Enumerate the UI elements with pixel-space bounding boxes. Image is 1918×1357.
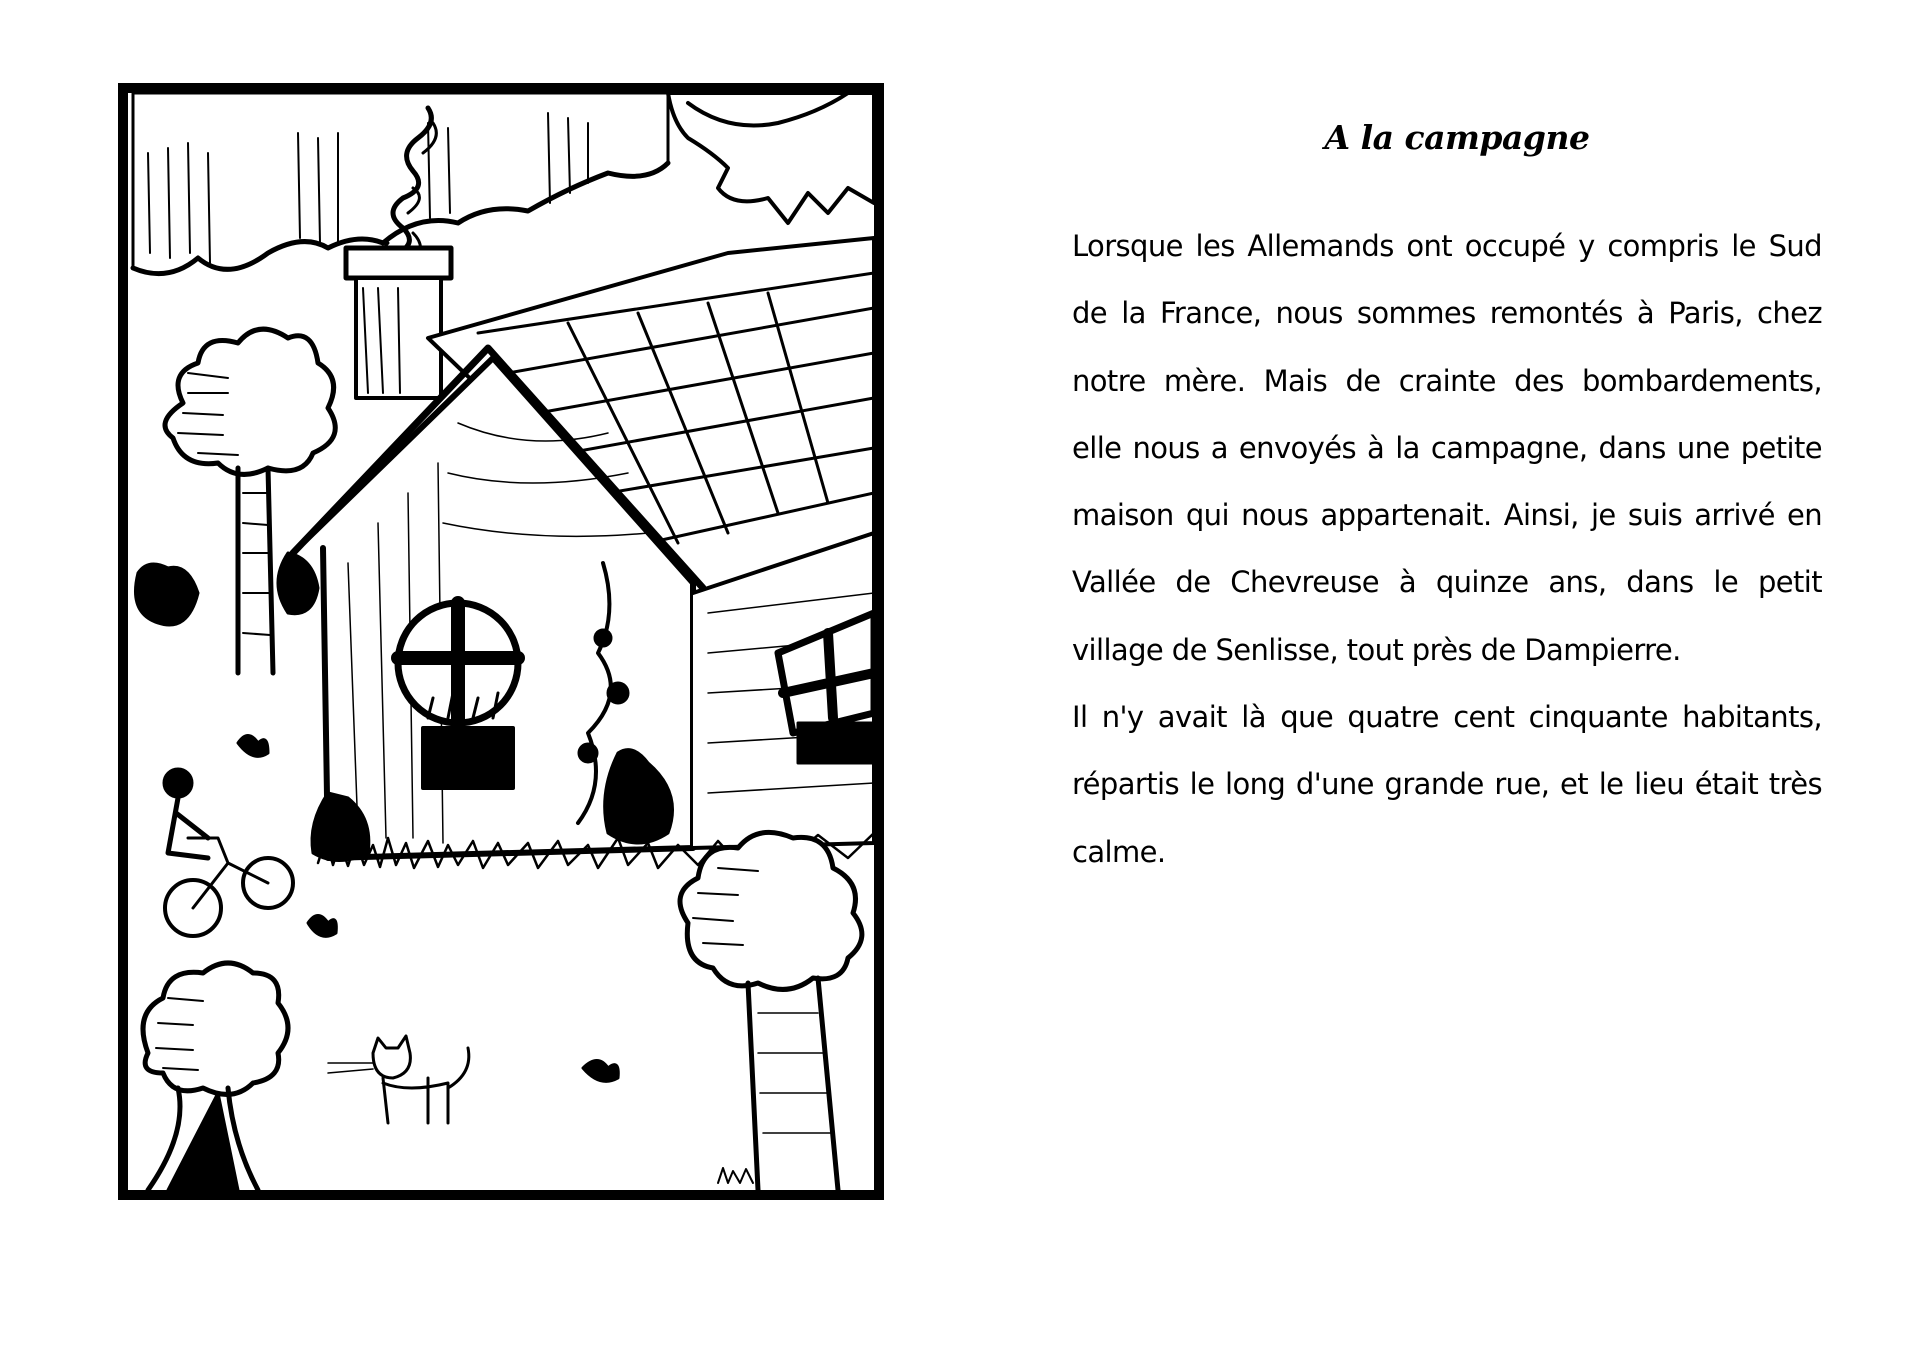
grass-icon <box>718 1168 753 1183</box>
tree-icon <box>165 329 335 673</box>
story-paragraph: Il n'y avait là que quatre cent cinquante habitants, répartis le long d'une grande rue, et le lieu était très calme. <box>1072 700 1822 869</box>
story-paragraph: Lorsque les Allemands ont occupé y compris le Sud de la France, nous sommes remontés à Paris, chez notre mère. Mais de crainte des bombardements, elle nous a envoyés à la campagne, dans une petite maison qui nous appartenait. Ainsi, je suis arrivé en Vallée de Chevreuse à quinze ans, dans le petit village de Senlisse, tout près de Dampierre. <box>1072 229 1822 667</box>
story-title: A la campagne <box>1324 118 1590 157</box>
flower-icon <box>136 564 199 625</box>
tree-icon <box>680 832 862 1190</box>
bird-icon <box>238 736 268 757</box>
bird-icon <box>308 916 336 937</box>
chimney-icon <box>346 248 451 398</box>
bird-icon <box>583 1061 618 1082</box>
cyclist-icon <box>164 769 293 936</box>
sun-icon <box>668 93 874 223</box>
illustration-frame <box>118 83 884 1200</box>
house-drawing-icon <box>128 93 874 1190</box>
cat-icon <box>328 1036 469 1123</box>
tree-icon <box>143 963 288 1190</box>
text-column <box>1072 118 1822 886</box>
flower-icon <box>278 553 318 614</box>
